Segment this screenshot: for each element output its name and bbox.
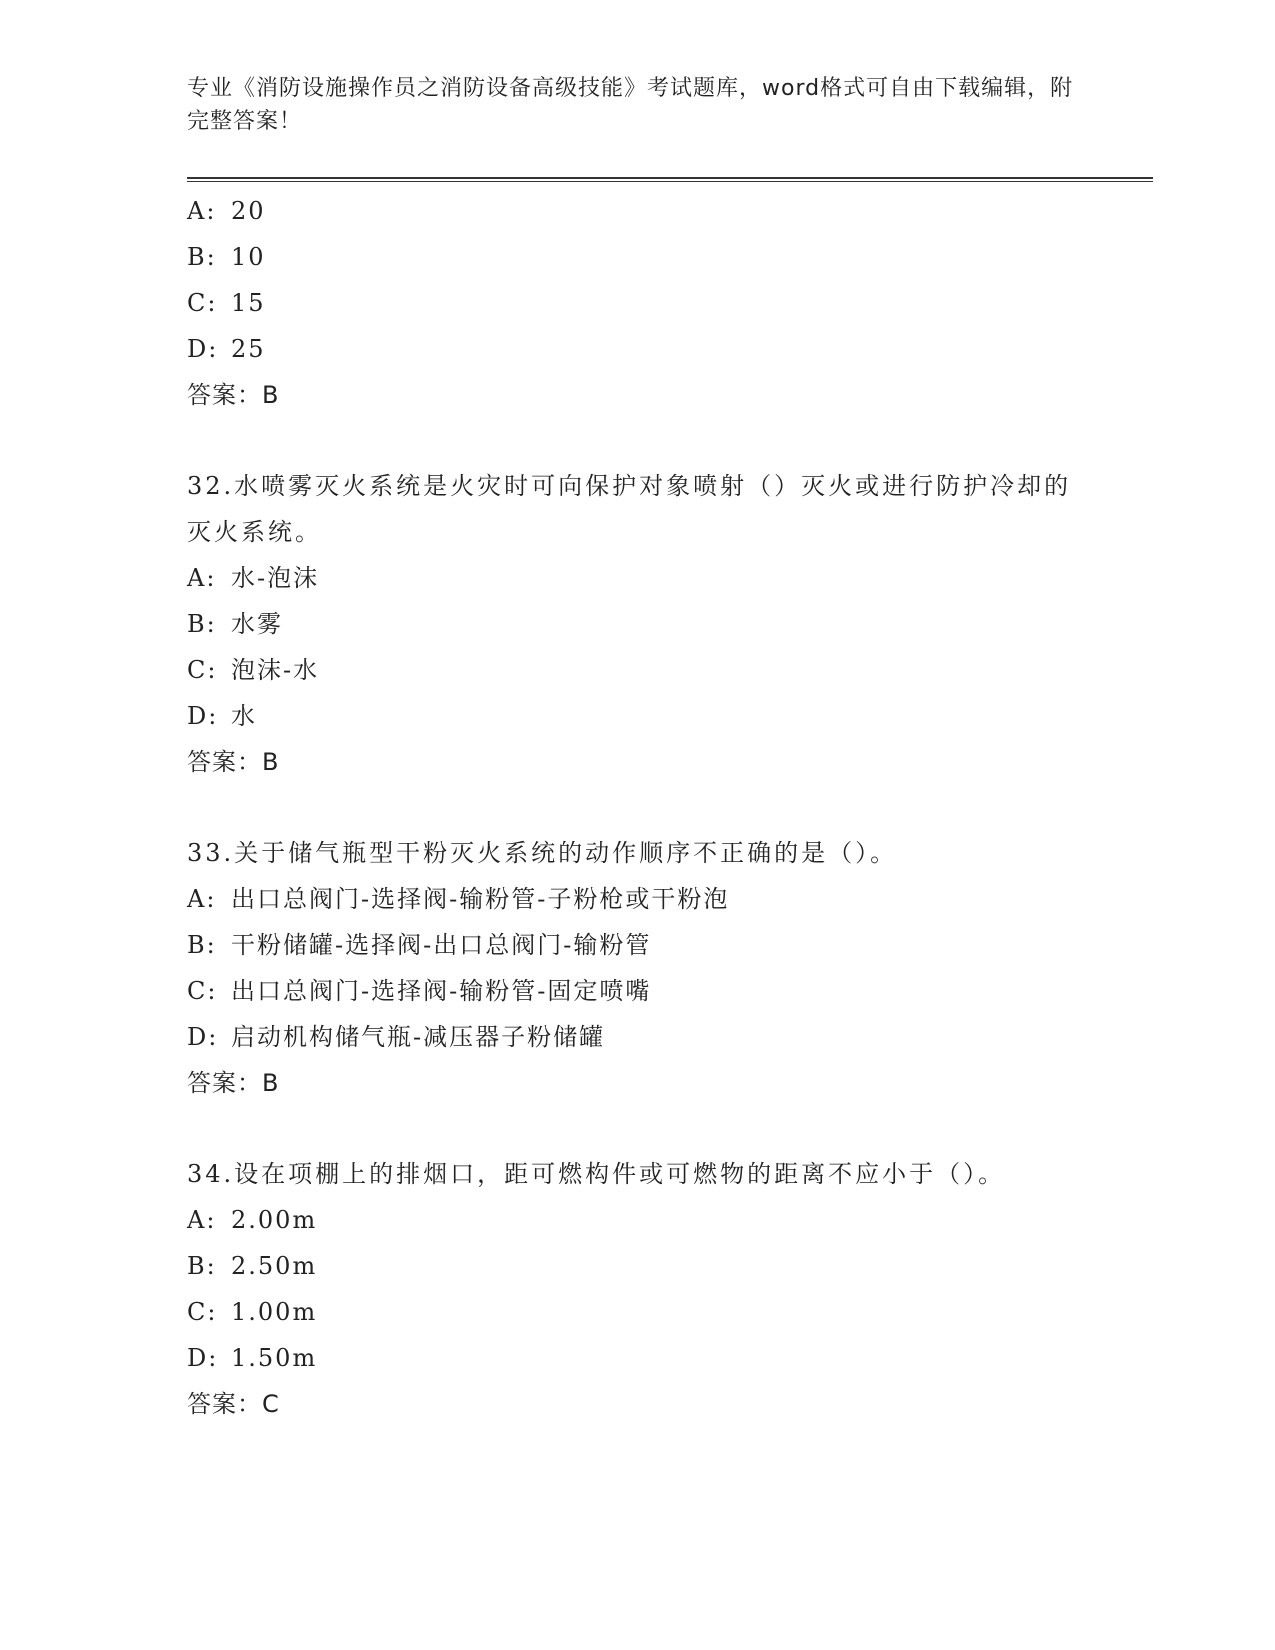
option-a [187, 1197, 1087, 1243]
answer-line: 答案：B [187, 748, 280, 776]
option-label: D: [187, 1344, 219, 1372]
option-text: 干粉储罐-选择阀-出口总阀门-输粉管 [231, 931, 652, 959]
option-label: D: [187, 335, 219, 363]
option-d [187, 326, 1087, 372]
option-c [187, 1289, 1087, 1335]
answer-line: 答案：B [187, 1069, 280, 1097]
option-label: D: [187, 1023, 219, 1051]
option-text: 25 [231, 335, 266, 363]
option-label: B: [187, 931, 217, 959]
question-block-31 [187, 188, 1087, 418]
option-d [187, 1335, 1087, 1381]
option-text: 1.50m [231, 1344, 318, 1372]
option-text: 20 [231, 197, 266, 225]
option-label: C: [187, 1298, 218, 1326]
option-a [187, 876, 1087, 922]
option-a [187, 188, 1087, 234]
option-text: 15 [231, 289, 266, 317]
option-text: 泡沫-水 [231, 656, 320, 684]
option-b [187, 234, 1087, 280]
option-label: A: [187, 1206, 217, 1234]
option-text: 1.00m [231, 1298, 318, 1326]
option-b [187, 1243, 1087, 1289]
option-text: 10 [231, 243, 266, 271]
option-text: 水雾 [231, 610, 283, 638]
option-text: 水-泡沫 [231, 564, 320, 592]
option-label: B: [187, 610, 217, 638]
option-label: B: [187, 243, 217, 271]
document-body [187, 188, 1087, 1427]
answer-line: 答案：C [187, 1390, 280, 1418]
question-stem: 33.关于储气瓶型干粉灭火系统的动作顺序不正确的是（）。 [187, 839, 898, 867]
question-block-32 [187, 463, 1087, 785]
option-label: C: [187, 289, 218, 317]
option-d [187, 693, 1087, 739]
option-text: 水 [231, 702, 257, 730]
option-d [187, 1014, 1087, 1060]
option-c [187, 647, 1087, 693]
option-b [187, 601, 1087, 647]
option-label: C: [187, 656, 218, 684]
option-label: B: [187, 1252, 217, 1280]
option-label: A: [187, 564, 217, 592]
header-divider [187, 177, 1153, 182]
option-label: A: [187, 885, 217, 913]
question-stem: 32.水喷雾灭火系统是火灾时可向保护对象喷射（）灭火或进行防护冷却的灭火系统。 [187, 472, 1072, 546]
option-text: 启动机构储气瓶-减压器子粉储罐 [231, 1023, 606, 1051]
option-text: 2.00m [231, 1206, 318, 1234]
option-c [187, 280, 1087, 326]
option-text: 出口总阀门-选择阀-输粉管-子粉枪或干粉泡 [231, 885, 730, 913]
question-stem: 34.设在项棚上的排烟口，距可燃构件或可燃物的距离不应小于（）。 [187, 1160, 1006, 1188]
option-b [187, 922, 1087, 968]
option-label: D: [187, 702, 219, 730]
option-c [187, 968, 1087, 1014]
question-block-33 [187, 830, 1087, 1106]
option-label: A: [187, 197, 217, 225]
option-text: 出口总阀门-选择阀-输粉管-固定喷嘴 [231, 977, 652, 1005]
document-header: 专业《消防设施操作员之消防设备高级技能》考试题库，word格式可自由下载编辑，附完整答案！ [187, 76, 1074, 134]
option-a [187, 555, 1087, 601]
answer-line: 答案：B [187, 381, 280, 409]
option-label: C: [187, 977, 218, 1005]
option-text: 2.50m [231, 1252, 318, 1280]
question-block-34 [187, 1151, 1087, 1427]
